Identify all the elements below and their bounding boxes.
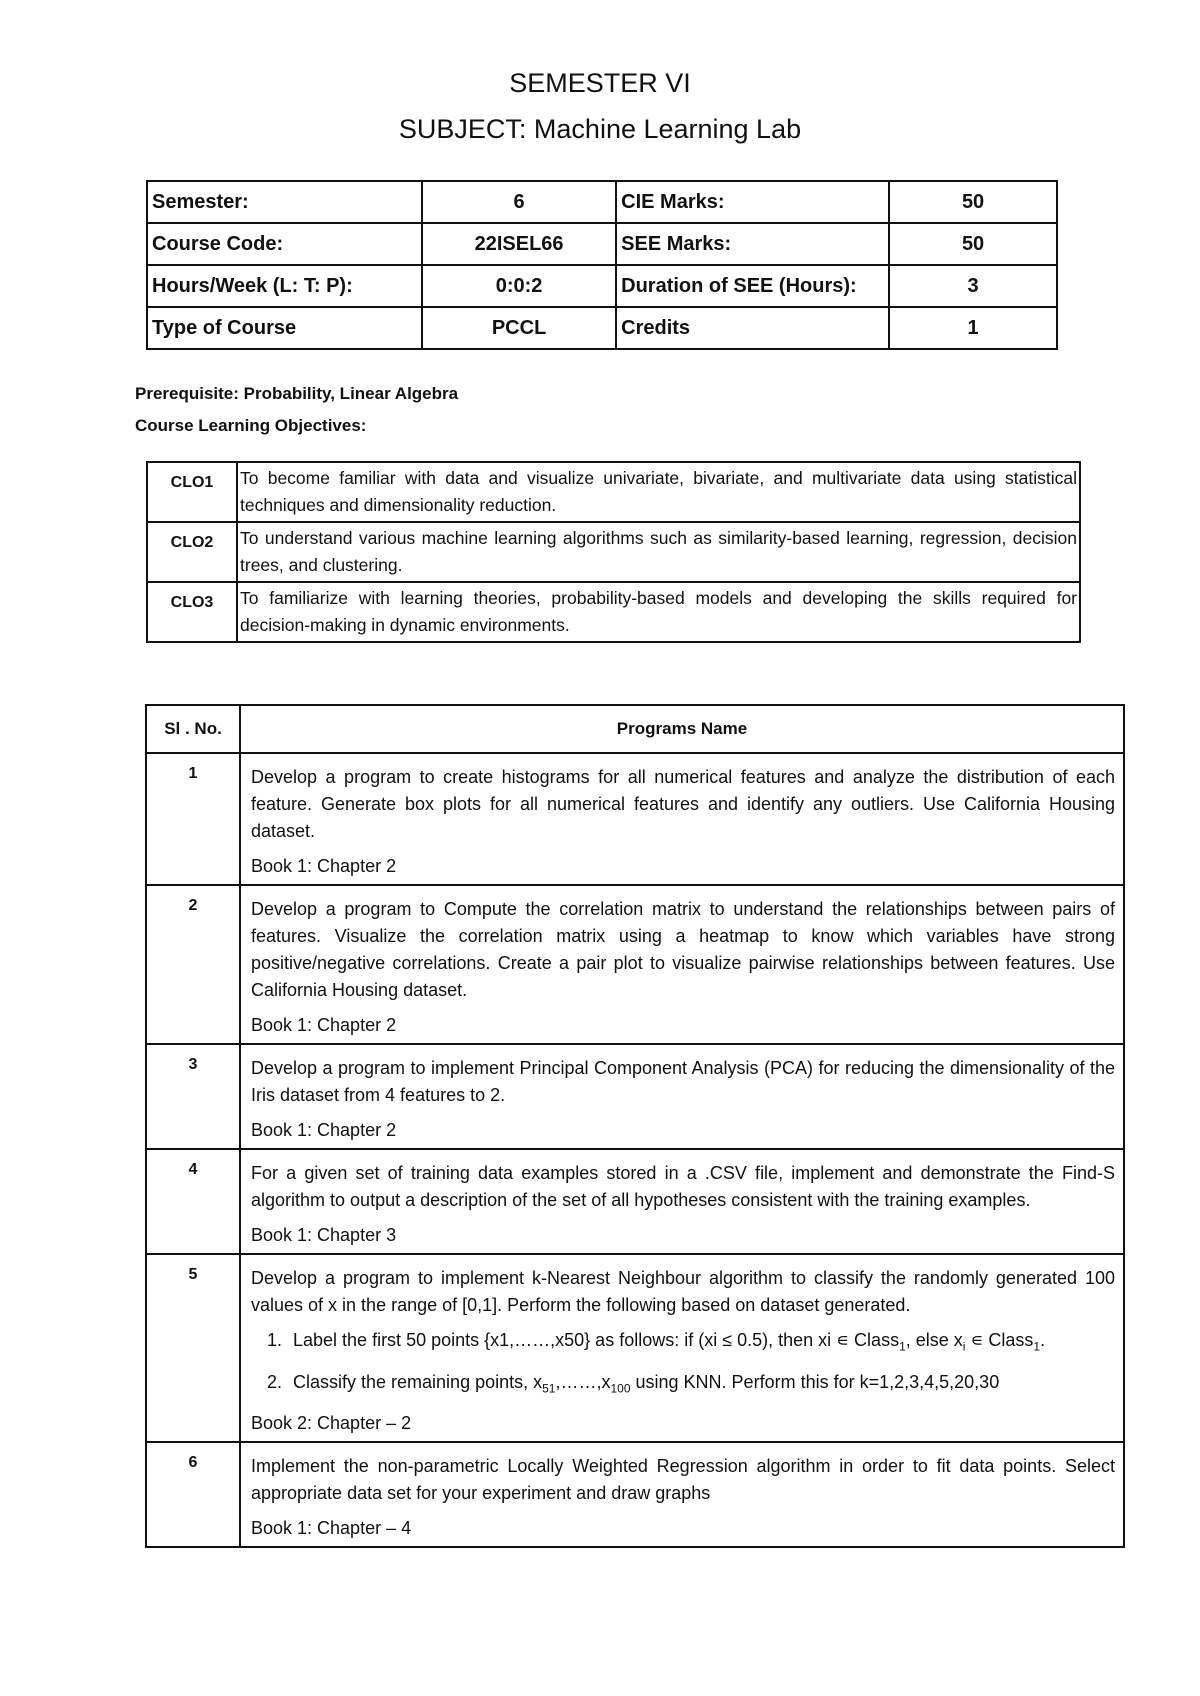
book-reference: Book 1: Chapter 2 <box>251 1120 397 1140</box>
book-reference: Book 2: Chapter – 2 <box>251 1413 412 1434</box>
clo-text: To familiarize with learning theories, probability-based models and developing the skills required for decision-making in dynamic environments. <box>237 582 1080 642</box>
info-value: 3 <box>889 265 1057 307</box>
info-label: Hours/Week (L: T: P): <box>147 265 422 307</box>
program-cell <box>240 1442 1124 1547</box>
program-number: 5 <box>146 1254 240 1442</box>
program-number: 3 <box>146 1044 240 1149</box>
prerequisite-text: Prerequisite: Probability, Linear Algebra <box>135 384 459 403</box>
program-step: 2. Classify the remaining points, $x_{51},\dots\dots,x_{100}$ using KNN. Perform this for k=1,2,3,4,5,20,30 <box>287 1369 1115 1403</box>
info-value: PCCL <box>422 307 616 349</box>
program-row <box>146 1149 1124 1254</box>
program-cell <box>240 1044 1124 1149</box>
clo-code: CLO1 <box>147 462 237 522</box>
program-row <box>146 753 1124 885</box>
book-reference: Book 1: Chapter 2 <box>251 856 397 876</box>
clo-code: CLO2 <box>147 522 237 582</box>
book-reference: Book 1: Chapter – 4 <box>251 1518 412 1539</box>
program-row <box>146 885 1124 1044</box>
info-label: Course Code: <box>147 223 422 265</box>
clo-table <box>146 461 1081 643</box>
program-number: 2 <box>146 885 240 1044</box>
clo-text: To understand various machine learning algorithms such as similarity-based learning, regression, decision trees, and clustering. <box>237 522 1080 582</box>
info-row <box>147 181 1057 223</box>
program-description: Develop a program to implement k-Nearest Neighbour algorithm to classify the randomly generated 100 values of x in the range of [0,1]. Perform the following based on dataset generated. <box>251 1268 1115 1315</box>
book-reference: Book 1: Chapter 2 <box>251 1015 397 1035</box>
info-row <box>147 265 1057 307</box>
info-label: Duration of SEE (Hours): <box>616 265 889 307</box>
program-steps-list <box>251 1327 1115 1402</box>
program-description: Develop a program to Compute the correlation matrix to understand the relationships between pairs of features. Visualize the correlation matrix using a heatmap to know which variables have strong positive/negative correlations. Create a pair plot to visualize pairwise relationships between features. Use California Housing dataset. <box>251 899 1115 1000</box>
program-cell <box>240 1254 1124 1442</box>
clo-row <box>147 582 1080 642</box>
info-label: Semester: <box>147 181 422 223</box>
clo-row <box>147 522 1080 582</box>
subject-title: SUBJECT: Machine Learning Lab <box>398 114 802 144</box>
program-step: 1. Label the first 50 points {x1,……,x50} as follows: if (xi ≤ 0.5), then xi ∊ Class$_1$, else $x_i$ ∊ Class$_1$. <box>287 1327 1115 1361</box>
info-row <box>147 307 1057 349</box>
info-label: Type of Course <box>147 307 422 349</box>
info-value: 6 <box>422 181 616 223</box>
program-cell <box>240 753 1124 885</box>
program-row <box>146 1442 1124 1547</box>
program-description: Develop a program to create histograms for all numerical features and analyze the distribution of each feature. Generate box plots for all numerical features and identify any outliers. Use California Housing dataset. <box>251 767 1115 841</box>
clo-text: To become familiar with data and visualize univariate, bivariate, and multivariate data using statistical techniques and dimensionality reduction. <box>237 462 1080 522</box>
program-cell <box>240 1149 1124 1254</box>
programs-table <box>145 704 1125 1548</box>
program-description: For a given set of training data examples stored in a .CSV file, implement and demonstrate the Find-S algorithm to output a description of the set of all hypotheses consistent with the training examples. <box>251 1163 1115 1210</box>
programs-header-row <box>146 705 1124 753</box>
info-row <box>147 223 1057 265</box>
book-reference: Book 1: Chapter 3 <box>251 1225 397 1245</box>
course-info-table <box>146 180 1058 350</box>
info-value: 50 <box>889 181 1057 223</box>
program-description: Develop a program to implement Principal Component Analysis (PCA) for reducing the dimensionality of the Iris dataset from 4 features to 2. <box>251 1058 1115 1105</box>
info-label: Credits <box>616 307 889 349</box>
program-row <box>146 1254 1124 1442</box>
info-value: 50 <box>889 223 1057 265</box>
info-label: SEE Marks: <box>616 223 889 265</box>
info-value: 0:0:2 <box>422 265 616 307</box>
info-label: CIE Marks: <box>616 181 889 223</box>
clo-row <box>147 462 1080 522</box>
col-header-programs-name: Programs Name <box>240 705 1124 753</box>
program-number: 6 <box>146 1442 240 1547</box>
semester-title: SEMESTER VI <box>509 68 691 98</box>
program-number: 1 <box>146 753 240 885</box>
clo-code: CLO3 <box>147 582 237 642</box>
info-value: 1 <box>889 307 1057 349</box>
objectives-heading: Course Learning Objectives: <box>135 416 367 435</box>
program-description: Implement the non-parametric Locally Weighted Regression algorithm in order to fit data points. Select appropriate data set for your experiment and draw graphs <box>251 1456 1115 1504</box>
col-header-sl-no: Sl . No. <box>146 705 240 753</box>
info-value: 22ISEL66 <box>422 223 616 265</box>
program-cell <box>240 885 1124 1044</box>
program-row <box>146 1044 1124 1149</box>
program-number: 4 <box>146 1149 240 1254</box>
